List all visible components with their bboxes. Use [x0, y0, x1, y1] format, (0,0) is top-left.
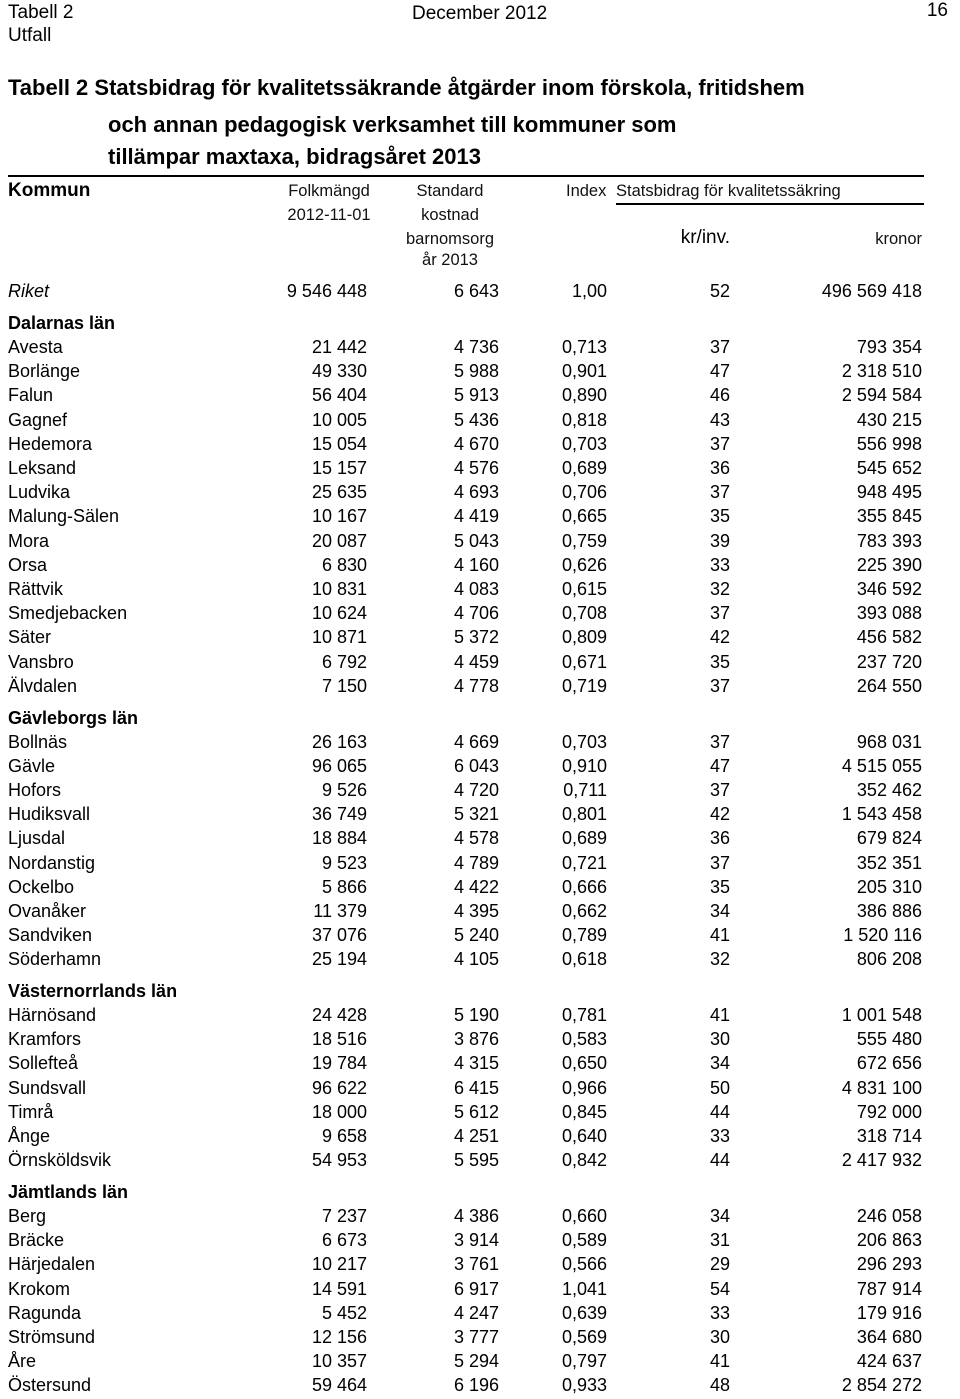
municipality-name: Härjedalen [8, 1254, 96, 1274]
cell-idx: 0,818 [561, 410, 607, 430]
cell-idx: 0,708 [561, 603, 607, 623]
cell-kronor: 2 594 584 [841, 385, 922, 405]
cell-kronor: 792 000 [856, 1102, 922, 1122]
cell-kronor: 264 550 [856, 676, 922, 696]
cell-std: 5 913 [453, 385, 499, 405]
municipality-name: Härnösand [8, 1005, 97, 1025]
cell-krinv: 33 [709, 1303, 730, 1323]
municipality-name: Älvdalen [8, 676, 78, 696]
municipality-name: Falun [8, 385, 54, 405]
cell-krinv: 31 [709, 1230, 730, 1250]
cell-idx: 0,662 [561, 901, 607, 921]
cell-krinv: 35 [709, 506, 730, 526]
cell-idx: 0,666 [561, 877, 607, 897]
cell-std: 5 988 [453, 361, 499, 381]
municipality-name: Hedemora [8, 434, 93, 454]
cell-pop: 19 784 [311, 1053, 367, 1073]
cell-pop: 10 217 [311, 1254, 367, 1274]
riket-std: 6 643 [453, 281, 499, 301]
municipality-name: Gagnef [8, 410, 68, 430]
cell-krinv: 47 [709, 361, 730, 381]
cell-kronor: 225 390 [856, 555, 922, 575]
cell-pop: 24 428 [311, 1005, 367, 1025]
cell-pop: 9 526 [321, 780, 367, 800]
cell-std: 4 105 [453, 949, 499, 969]
cell-pop: 10 624 [311, 603, 367, 623]
cell-pop: 10 831 [311, 579, 367, 599]
cell-idx: 0,721 [561, 853, 607, 873]
cell-pop: 26 163 [311, 732, 367, 752]
cell-kronor: 2 318 510 [841, 361, 922, 381]
cell-krinv: 44 [709, 1150, 730, 1170]
cell-kronor: 205 310 [856, 877, 922, 897]
cell-std: 6 917 [453, 1279, 499, 1299]
municipality-name: Borlänge [8, 361, 81, 381]
cell-pop: 25 635 [311, 482, 367, 502]
table-title-line3: tillämpar maxtaxa, bidragsåret 2013 [108, 144, 481, 169]
cell-std: 4 419 [453, 506, 499, 526]
cell-pop: 56 404 [311, 385, 367, 405]
cell-std: 4 736 [453, 337, 499, 357]
cell-kronor: 393 088 [856, 603, 922, 623]
cell-krinv: 29 [709, 1254, 730, 1274]
cell-pop: 21 442 [311, 337, 367, 357]
municipality-name: Gävle [8, 756, 56, 776]
cell-krinv: 54 [709, 1279, 730, 1299]
cell-kronor: 318 714 [856, 1126, 922, 1146]
cell-krinv: 32 [709, 579, 730, 599]
cell-std: 4 706 [453, 603, 499, 623]
cell-pop: 10 357 [311, 1351, 367, 1371]
cell-pop: 15 054 [311, 434, 367, 454]
municipality-name: Hudiksvall [8, 804, 91, 824]
municipality-name: Ragunda [8, 1303, 82, 1323]
municipality-name: Smedjebacken [8, 603, 128, 623]
cell-idx: 0,845 [561, 1102, 607, 1122]
cell-std: 6 196 [453, 1375, 499, 1395]
cell-kronor: 1 520 116 [843, 925, 922, 945]
cell-idx: 0,890 [561, 385, 607, 405]
cell-idx: 0,689 [561, 828, 607, 848]
cell-idx: 0,583 [561, 1029, 607, 1049]
cell-kronor: 237 720 [856, 652, 922, 672]
cell-idx: 0,671 [561, 652, 607, 672]
cell-idx: 0,703 [561, 732, 607, 752]
cell-kronor: 806 208 [856, 949, 922, 969]
cell-idx: 0,781 [561, 1005, 607, 1025]
municipality-name: Ljusdal [8, 828, 66, 848]
cell-idx: 0,842 [561, 1150, 607, 1170]
cell-std: 4 251 [453, 1126, 499, 1146]
cell-krinv: 42 [709, 627, 730, 647]
table-title-line1: Tabell 2 Statsbidrag för kvalitetssäkrande åtgärder inom förskola, fritidshem [8, 75, 805, 100]
cell-pop: 5 452 [321, 1303, 367, 1323]
cell-std: 4 778 [453, 676, 499, 696]
municipality-name: Timrå [8, 1102, 54, 1122]
cell-std: 4 578 [453, 828, 499, 848]
cell-pop: 9 658 [321, 1126, 367, 1146]
cell-idx: 0,789 [561, 925, 607, 945]
cell-idx: 0,640 [561, 1126, 607, 1146]
municipality-name: Krokom [8, 1279, 71, 1299]
cell-kronor: 968 031 [856, 732, 922, 752]
cell-idx: 0,615 [561, 579, 607, 599]
cell-std: 4 422 [453, 877, 499, 897]
cell-std: 5 321 [453, 804, 499, 824]
cell-kronor: 948 495 [856, 482, 922, 502]
cell-std: 4 160 [453, 555, 499, 575]
title-rule [8, 175, 924, 177]
cell-krinv: 44 [709, 1102, 730, 1122]
cell-krinv: 37 [709, 853, 730, 873]
municipality-name: Ockelbo [8, 877, 75, 897]
municipality-name: Söderhamn [8, 949, 102, 969]
cell-krinv: 43 [709, 410, 730, 430]
cell-pop: 11 379 [313, 901, 367, 921]
cell-idx: 0,703 [561, 434, 607, 454]
cell-pop: 54 953 [311, 1150, 367, 1170]
cell-krinv: 35 [709, 652, 730, 672]
cell-pop: 18 000 [311, 1102, 367, 1122]
cell-krinv: 41 [709, 925, 730, 945]
cell-idx: 0,910 [561, 756, 607, 776]
municipality-name: Nordanstig [8, 853, 96, 873]
cell-idx: 0,660 [561, 1206, 607, 1226]
cell-krinv: 37 [709, 603, 730, 623]
cell-krinv: 36 [709, 828, 730, 848]
cell-krinv: 37 [709, 780, 730, 800]
cell-std: 5 240 [453, 925, 499, 945]
municipality-name: Sollefteå [8, 1053, 79, 1073]
col-header-krinv: kr/inv. [680, 227, 730, 248]
cell-pop: 36 749 [311, 804, 367, 824]
statsbidrag-rule [616, 203, 924, 205]
cell-kronor: 346 592 [856, 579, 922, 599]
cell-kronor: 352 462 [856, 780, 922, 800]
cell-std: 3 914 [453, 1230, 499, 1250]
cell-std: 3 876 [453, 1029, 499, 1049]
cell-idx: 0,713 [561, 337, 607, 357]
cell-krinv: 37 [709, 434, 730, 454]
cell-std: 3 761 [453, 1254, 499, 1274]
cell-krinv: 46 [709, 385, 730, 405]
cell-krinv: 37 [709, 482, 730, 502]
cell-pop: 14 591 [311, 1279, 367, 1299]
cell-krinv: 50 [709, 1078, 730, 1098]
col-header-folkmangd-date: 2012-11-01 [287, 206, 371, 224]
cell-krinv: 34 [709, 1053, 730, 1073]
header-date: December 2012 [412, 3, 548, 24]
cell-krinv: 34 [709, 1206, 730, 1226]
cell-idx: 0,797 [561, 1351, 607, 1371]
cell-kronor: 787 914 [856, 1279, 922, 1299]
cell-pop: 18 884 [311, 828, 367, 848]
municipality-name: Berg [8, 1206, 47, 1226]
municipality-name: Avesta [8, 337, 63, 357]
municipality-name: Ludvika [8, 482, 71, 502]
cell-kronor: 679 824 [856, 828, 922, 848]
cell-pop: 10 005 [311, 410, 367, 430]
cell-pop: 5 866 [321, 877, 367, 897]
cell-std: 3 777 [453, 1327, 499, 1347]
cell-std: 4 083 [453, 579, 499, 599]
cell-krinv: 33 [709, 555, 730, 575]
cell-pop: 7 237 [321, 1206, 367, 1226]
cell-std: 4 386 [453, 1206, 499, 1226]
municipality-name: Sundsvall [8, 1078, 87, 1098]
cell-pop: 96 622 [311, 1078, 367, 1098]
cell-std: 5 612 [453, 1102, 499, 1122]
cell-idx: 0,665 [561, 506, 607, 526]
cell-krinv: 35 [709, 877, 730, 897]
cell-std: 4 395 [453, 901, 499, 921]
cell-krinv: 30 [709, 1327, 730, 1347]
cell-pop: 6 673 [321, 1230, 367, 1250]
cell-kronor: 386 886 [856, 901, 922, 921]
cell-krinv: 47 [709, 756, 730, 776]
cell-pop: 18 516 [311, 1029, 367, 1049]
cell-kronor: 793 354 [856, 337, 922, 357]
cell-pop: 59 464 [311, 1375, 367, 1395]
riket-idx: 1,00 [571, 281, 607, 301]
cell-pop: 96 065 [311, 756, 367, 776]
cell-std: 5 595 [453, 1150, 499, 1170]
cell-kronor: 246 058 [856, 1206, 922, 1226]
cell-kronor: 364 680 [856, 1327, 922, 1347]
cell-idx: 0,711 [563, 780, 607, 800]
header-left-line2: Utfall [8, 25, 52, 46]
cell-kronor: 206 863 [856, 1230, 922, 1250]
cell-kronor: 430 215 [856, 410, 922, 430]
municipality-name: Bräcke [8, 1230, 65, 1250]
municipality-name: Örnsköldsvik [8, 1150, 112, 1170]
cell-pop: 49 330 [311, 361, 367, 381]
cell-std: 4 670 [453, 434, 499, 454]
cell-krinv: 32 [709, 949, 730, 969]
cell-idx: 0,933 [561, 1375, 607, 1395]
col-header-index: Index [566, 182, 607, 200]
cell-std: 5 043 [453, 531, 499, 551]
cell-pop: 6 792 [321, 652, 367, 672]
cell-krinv: 34 [709, 901, 730, 921]
cell-kronor: 545 652 [856, 458, 922, 478]
cell-kronor: 4 831 100 [841, 1078, 922, 1098]
cell-pop: 12 156 [311, 1327, 367, 1347]
cell-krinv: 39 [709, 531, 730, 551]
municipality-name: Säter [8, 627, 52, 647]
cell-kronor: 456 582 [856, 627, 922, 647]
cell-std: 6 415 [453, 1078, 499, 1098]
col-header-standard: Standard [416, 182, 484, 200]
cell-kronor: 352 351 [856, 853, 922, 873]
group-heading: Jämtlands län [8, 1181, 129, 1202]
cell-idx: 0,901 [561, 361, 607, 381]
municipality-name: Sandviken [8, 925, 93, 945]
cell-kronor: 424 637 [856, 1351, 922, 1371]
col-header-kommun: Kommun [8, 180, 91, 201]
municipality-name: Hofors [8, 780, 62, 800]
cell-kronor: 672 656 [856, 1053, 922, 1073]
municipality-name: Östersund [8, 1375, 92, 1395]
cell-idx: 0,626 [561, 555, 607, 575]
group-heading: Västernorrlands län [8, 981, 178, 1001]
cell-idx: 0,566 [561, 1254, 607, 1274]
cell-std: 5 372 [453, 627, 499, 647]
cell-pop: 6 830 [321, 555, 367, 575]
cell-kronor: 355 845 [856, 506, 922, 526]
cell-kronor: 555 480 [856, 1029, 922, 1049]
cell-std: 4 789 [453, 853, 499, 873]
cell-krinv: 41 [709, 1351, 730, 1371]
cell-idx: 1,041 [561, 1279, 607, 1299]
cell-pop: 10 167 [311, 506, 367, 526]
cell-krinv: 37 [709, 337, 730, 357]
riket-pop: 9 546 448 [286, 281, 367, 301]
riket-kronor: 496 569 418 [821, 281, 922, 301]
cell-krinv: 30 [709, 1029, 730, 1049]
riket-krinv: 52 [709, 281, 730, 301]
cell-std: 5 436 [453, 410, 499, 430]
municipality-name: Strömsund [8, 1327, 96, 1347]
table-title-line2: och annan pedagogisk verksamhet till kommuner som [108, 112, 677, 137]
cell-idx: 0,801 [561, 804, 607, 824]
municipality-name: Kramfors [8, 1029, 82, 1049]
cell-krinv: 37 [709, 676, 730, 696]
cell-pop: 9 523 [321, 853, 367, 873]
cell-kronor: 296 293 [856, 1254, 922, 1274]
cell-kronor: 4 515 055 [841, 756, 922, 776]
municipality-name: Bollnäs [8, 732, 68, 752]
col-header-barnomsorg: barnomsorg [405, 230, 495, 248]
cell-std: 4 669 [453, 732, 499, 752]
cell-idx: 0,719 [561, 676, 607, 696]
municipality-name: Leksand [8, 458, 77, 478]
cell-kronor: 2 854 272 [841, 1375, 922, 1395]
cell-idx: 0,639 [561, 1303, 607, 1323]
col-header-folkmangd: Folkmängd [288, 182, 370, 200]
cell-pop: 10 871 [311, 627, 367, 647]
cell-idx: 0,689 [561, 458, 607, 478]
cell-krinv: 37 [709, 732, 730, 752]
cell-pop: 20 087 [311, 531, 367, 551]
cell-idx: 0,966 [561, 1078, 607, 1098]
col-header-kostnad: kostnad [421, 206, 479, 224]
header-left-line1: Tabell 2 [8, 2, 74, 23]
municipality-name: Ånge [8, 1126, 51, 1146]
cell-std: 4 576 [453, 458, 499, 478]
cell-kronor: 783 393 [856, 531, 922, 551]
cell-idx: 0,618 [561, 949, 607, 969]
cell-pop: 7 150 [321, 676, 367, 696]
cell-kronor: 179 916 [856, 1303, 922, 1323]
cell-std: 5 190 [453, 1005, 499, 1025]
cell-idx: 0,809 [561, 627, 607, 647]
municipality-name: Orsa [8, 555, 48, 575]
cell-std: 4 693 [453, 482, 499, 502]
municipality-name: Mora [8, 531, 50, 551]
cell-idx: 0,706 [561, 482, 607, 502]
cell-pop: 37 076 [311, 925, 367, 945]
col-header-kronor: kronor [875, 230, 922, 248]
cell-kronor: 2 417 932 [841, 1150, 922, 1170]
municipality-name: Rättvik [8, 579, 64, 599]
cell-std: 5 294 [453, 1351, 499, 1371]
cell-krinv: 42 [709, 804, 730, 824]
cell-krinv: 33 [709, 1126, 730, 1146]
group-heading: Dalarnas län [8, 313, 116, 333]
municipality-name: Malung-Sälen [8, 506, 120, 526]
cell-idx: 0,589 [561, 1230, 607, 1250]
cell-krinv: 48 [709, 1375, 730, 1395]
cell-idx: 0,569 [561, 1327, 607, 1347]
cell-kronor: 556 998 [856, 434, 922, 454]
riket-name: Riket [8, 281, 50, 301]
col-header-statsbidrag: Statsbidrag för kvalitetssäkring [616, 182, 841, 200]
municipality-name: Åre [8, 1351, 37, 1371]
cell-std: 4 720 [453, 780, 499, 800]
col-header-year: år 2013 [422, 251, 478, 269]
cell-std: 6 043 [453, 756, 499, 776]
cell-kronor: 1 543 458 [841, 804, 922, 824]
cell-krinv: 36 [709, 458, 730, 478]
page-number: 16 [926, 0, 948, 21]
cell-std: 4 315 [453, 1053, 499, 1073]
cell-krinv: 41 [709, 1005, 730, 1025]
cell-idx: 0,759 [561, 531, 607, 551]
group-heading: Gävleborgs län [8, 707, 139, 728]
cell-pop: 15 157 [311, 458, 367, 478]
municipality-name: Ovanåker [8, 901, 87, 921]
cell-idx: 0,650 [561, 1053, 607, 1073]
cell-kronor: 1 001 548 [841, 1005, 922, 1025]
cell-std: 4 247 [453, 1303, 499, 1323]
cell-std: 4 459 [453, 652, 499, 672]
municipality-name: Vansbro [8, 652, 74, 672]
cell-pop: 25 194 [311, 949, 367, 969]
